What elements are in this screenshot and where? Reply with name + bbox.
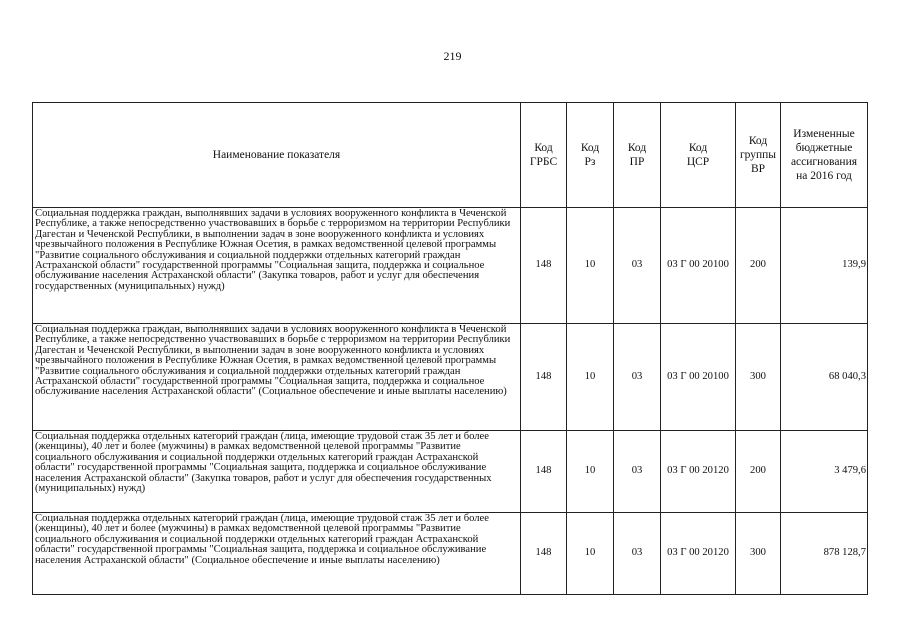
row-csr-cell: 03 Г 00 20100 [661,208,736,324]
header-csr: Код ЦСР [661,103,736,208]
row-name-cell: Социальная поддержка граждан, выполнявших задачи в условиях вооруженного конфликта в Чеченской Республике, а также непосредственно участвовавших в борьбе с терроризмом на территории Республики Дагестан и Чеченской Республики, в выполнении задач в зоне вооруженного конфликта и условиях чрезвычайного положения в Республике Южная Осетия, в рамках ведомственной целевой программы "Развитие социального обслуживания и социальной поддержки отдельных категорий граждан Астраханской области" государственной программы "Социальная защита, поддержка и социальное обслуживание населения Астраханской области" (Закупка товаров, работ и услуг для обеспечения государственных (муниципальных) нужд) [33,208,521,324]
table-row [33,208,868,324]
row-grbs-cell: 148 [521,208,567,324]
row-vr-cell: 300 [736,324,781,431]
row-name-cell: Социальная поддержка граждан, выполнявших задачи в условиях вооруженного конфликта в Чеченской Республике, а также непосредственно участвовавших в борьбе с терроризмом на территории Республики Дагестан и Чеченской Республики, в выполнении задач в зоне вооруженного конфликта и условиях чрезвычайного положения в Республике Южная Осетия, в рамках ведомственной целевой программы "Развитие социального обслуживания и социальной поддержки отдельных категорий граждан Астраханской области" государственной программы "Социальная защита, поддержка и социальное обслуживание населения Астраханской области" (Социальное обеспечение и иные выплаты населению) [33,324,521,431]
row-grbs-cell: 148 [521,513,567,595]
header-amount: Измененные бюджетные ассигнования на 2016 год [781,103,868,208]
table-header-row [33,103,868,208]
table-row [33,513,868,595]
row-rz-cell: 10 [567,513,614,595]
row-rz-cell: 10 [567,431,614,513]
row-csr-cell: 03 Г 00 20120 [661,431,736,513]
page-number: 219 [443,49,462,63]
row-vr-cell: 200 [736,431,781,513]
row-vr-cell: 200 [736,208,781,324]
header-name: Наименование показателя [33,103,521,208]
row-vr-cell: 300 [736,513,781,595]
row-amount-cell: 878 128,7 [781,513,868,595]
row-rz-cell: 10 [567,208,614,324]
row-rz-cell: 10 [567,324,614,431]
header-rz: Код Рз [567,103,614,208]
row-pr-cell: 03 [614,513,661,595]
row-grbs-cell: 148 [521,324,567,431]
row-csr-cell: 03 Г 00 20120 [661,513,736,595]
row-name-cell: Социальная поддержка отдельных категорий граждан (лица, имеющие трудовой стаж 35 лет и более (женщины), 40 лет и более (мужчины) в рамках ведомственной целевой программы "Развитие социального обслуживания и социальной поддержки отдельных категорий граждан Астраханской области" государственной программы "Социальная защита, поддержка и социальное обслуживание населения Астраханской области" (Закупка товаров, работ и услуг для обеспечения государственных (муниципальных) нужд) [33,431,521,513]
row-csr-cell: 03 Г 00 20100 [661,324,736,431]
row-pr-cell: 03 [614,431,661,513]
row-pr-cell: 03 [614,324,661,431]
row-amount-cell: 3 479,6 [781,431,868,513]
table-row [33,431,868,513]
budget-table [32,102,868,595]
header-grbs: Код ГРБС [521,103,567,208]
header-pr: Код ПР [614,103,661,208]
row-amount-cell: 139,9 [781,208,868,324]
header-vr: Код группы ВР [736,103,781,208]
table-row [33,324,868,431]
row-pr-cell: 03 [614,208,661,324]
row-name-cell: Социальная поддержка отдельных категорий граждан (лица, имеющие трудовой стаж 35 лет и более (женщины), 40 лет и более (мужчины) в рамках ведомственной целевой программы "Развитие социального обслуживания и социальной поддержки отдельных категорий граждан Астраханской области" государственной программы "Социальная защита, поддержка и социальное обслуживание населения Астраханской области" (Социальное обеспечение и иные выплаты населению) [33,513,521,595]
row-amount-cell: 68 040,3 [781,324,868,431]
row-grbs-cell: 148 [521,431,567,513]
